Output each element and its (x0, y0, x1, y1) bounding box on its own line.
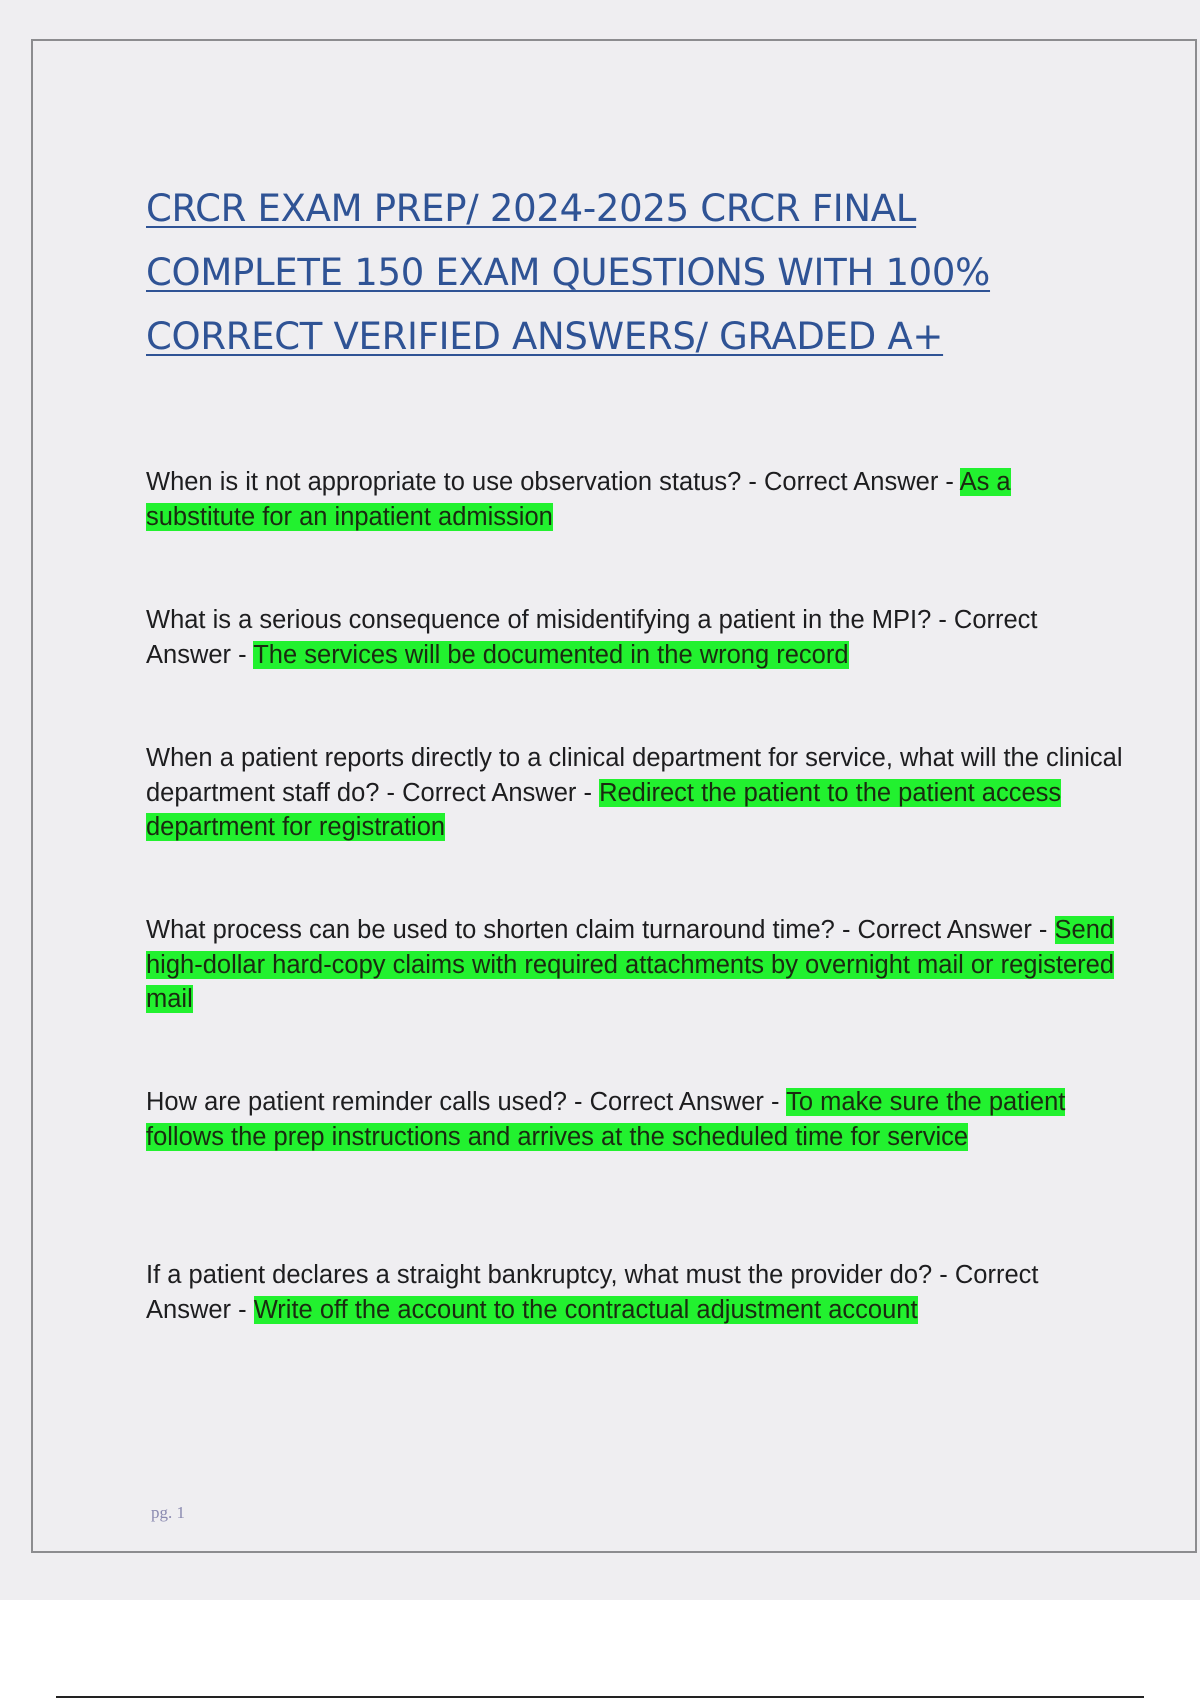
question-text: When is it not appropriate to use observation status? - Correct Answer - (146, 468, 960, 496)
qa-item (146, 465, 1126, 534)
answer-highlight: Write off the account to the contractual adjustment account (253, 1295, 918, 1324)
footer-divider (56, 1696, 1144, 1698)
question-text: If a patient declares a straight bankruptcy, what must the provider do? - Correct Answer - (146, 1261, 1039, 1324)
title-line: CRCR EXAM PREP/ 2024-2025 CRCR FINAL (146, 187, 917, 230)
question-text: When a patient reports directly to a clinical department for service, what will the clinical department staff do? - Correct Answer - (146, 744, 1123, 807)
title-line: COMPLETE 150 EXAM QUESTIONS WITH 100% (146, 251, 991, 294)
answer-highlight: As a substitute for an inpatient admission (146, 468, 1011, 531)
qa-item (146, 603, 1126, 672)
qa-item (146, 741, 1126, 845)
qa-item (146, 1085, 1126, 1154)
answer-highlight: The services will be documented in the wrong record (253, 640, 849, 669)
answer-highlight: To make sure the patient follows the prep instructions and arrives at the scheduled time for service (146, 1088, 1066, 1151)
title-line: CORRECT VERIFIED ANSWERS/ GRADED A+ (146, 315, 944, 358)
question-text: What is a serious consequence of misidentifying a patient in the MPI? - Correct Answer - (146, 606, 1038, 669)
page-number: pg. 1 (151, 1503, 185, 1522)
answer-highlight: Redirect the patient to the patient access department for registration (146, 778, 1062, 841)
question-text: What process can be used to shorten claim turnaround time? - Correct Answer - (146, 916, 1055, 944)
answer-highlight: Send high-dollar hard-copy claims with required attachments by overnight mail or registered mail (146, 916, 1115, 1013)
document-page (31, 39, 1197, 1553)
qa-item (146, 1258, 1126, 1327)
qa-item (146, 913, 1126, 1017)
question-text: How are patient reminder calls used? - Correct Answer - (146, 1088, 787, 1116)
document-title (146, 177, 1146, 369)
